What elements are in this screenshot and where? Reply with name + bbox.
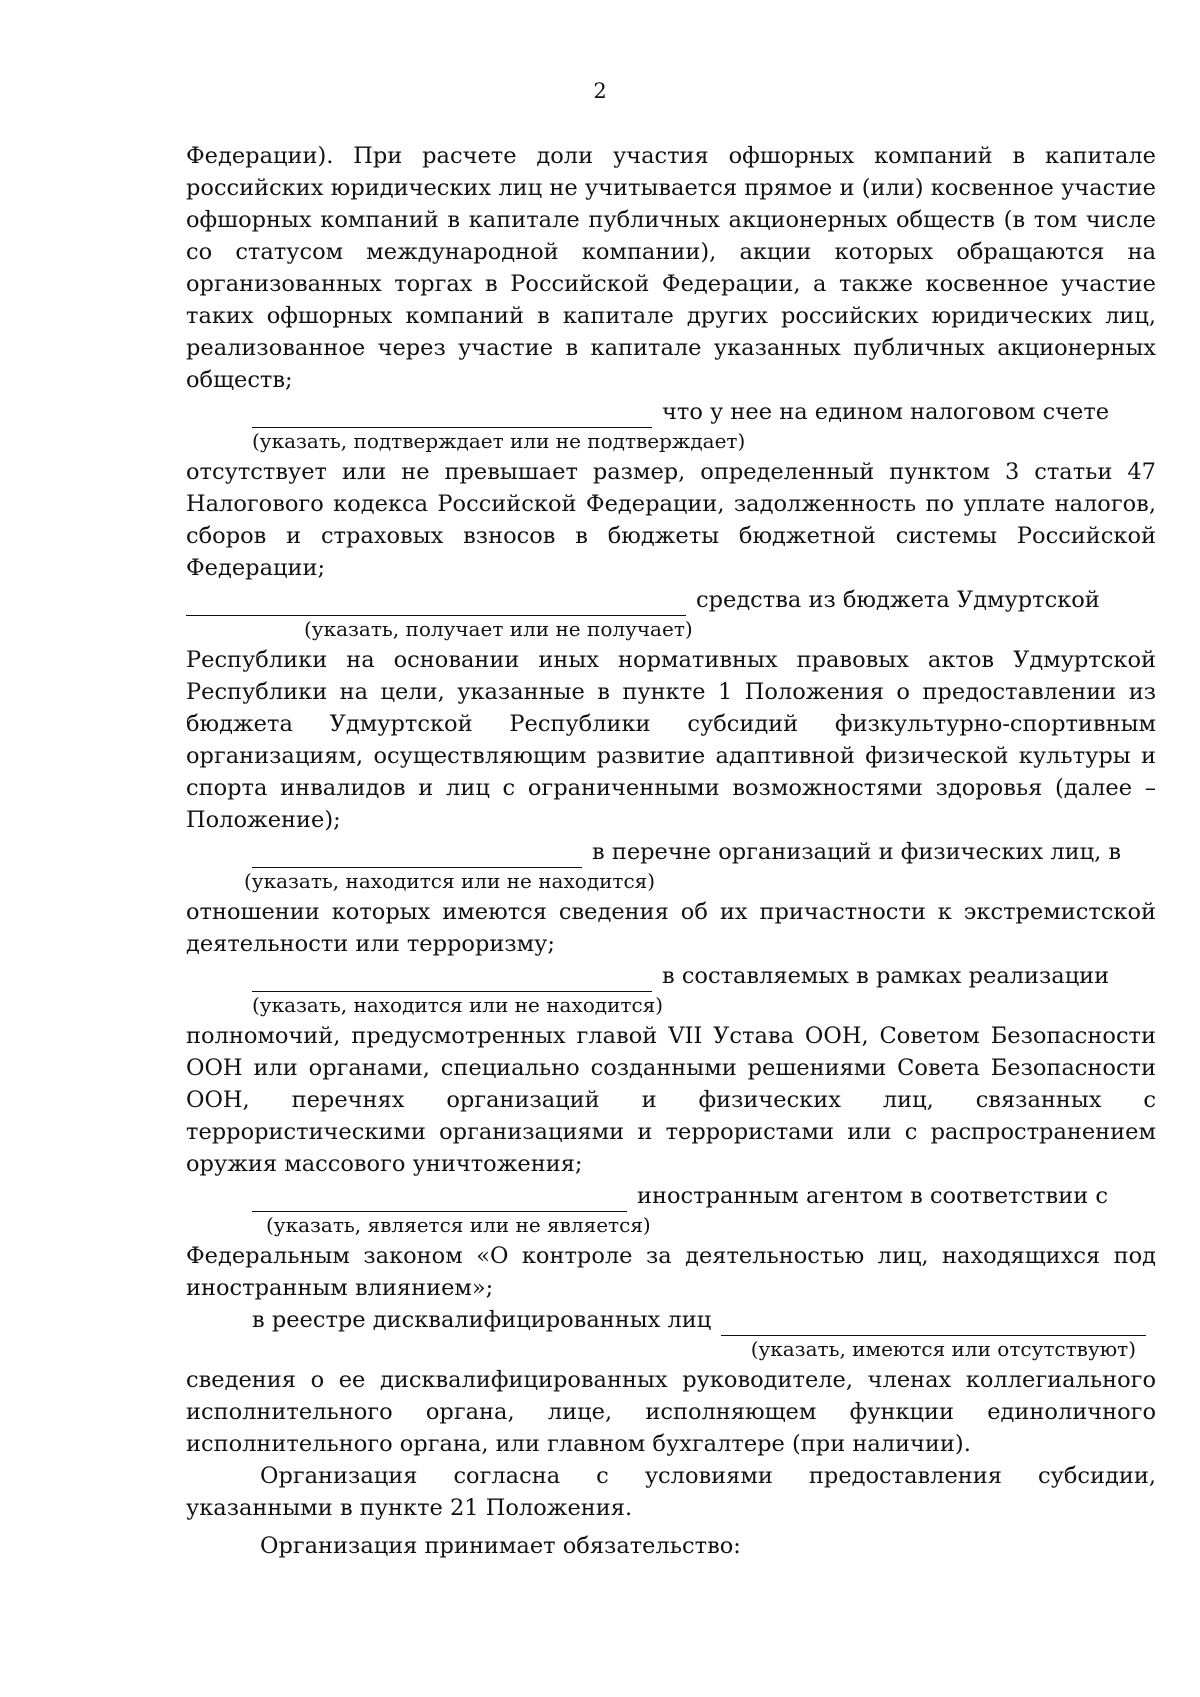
fill-line-text: в перечне организаций и физических лиц, в (592, 839, 1122, 865)
fill-line-text: средства из бюджета Удмуртской (696, 587, 1100, 613)
field-hint: (указать, находится или не находится) (252, 993, 664, 1017)
paragraph-un-security-council: полномочий, предусмотренных главой VII Устава ООН, Советом Безопасности ООН или органами, специально созданными решениями Совета Безопасности ООН, перечнях организаций и физических лиц, связанных с террористическими организациями и террористами или с распространением оружия массового уничтожения; (186, 1023, 1156, 1177)
field-hint: (указать, находится или не находится) (244, 869, 656, 893)
field-hint: (указать, получает или не получает) (304, 617, 693, 641)
fill-line-text: в реестре дисквалифицированных лиц (252, 1307, 712, 1333)
paragraph-offshore: Федерации). При расчете доли участия офшорных компаний в капитале российских юридических лиц не учитывается прямое и (или) косвенное участие офшорных компаний в капитале публичных акционерных обществ (в том числе со статусом международной компании), акции которых обращаются на организованных торгах в Российской Федерации, а также косвенное участие таких офшорных компаний в капитале других российских юридических лиц, реализованное через участие в капитале указанных публичных акционерных обществ; (186, 143, 1156, 393)
paragraph-budget-purpose: Республики на основании иных нормативных правовых актов Удмуртской Республики на цели, указанные в пункте 1 Положения о предоставлении из бюджета Удмуртской Республики субсидий физкультурно-спортивным организациям, осуществляющим развитие адаптивной физической культуры и спорта инвалидов и лиц с ограниченными возможностями здоровья (далее – Положение); (186, 647, 1156, 833)
fill-line-tax-account (186, 396, 1156, 428)
blank-field-foreign-agent[interactable] (252, 1187, 627, 1212)
fill-line-extremism-list (186, 836, 1156, 868)
blank-field-budget[interactable] (186, 591, 686, 616)
paragraph-extremism: отношении которых имеются сведения об их причастности к экстремистской деятельности или терроризму; (186, 899, 1156, 957)
fill-line-foreign-agent (186, 1180, 1156, 1212)
blank-field-extremism-list[interactable] (252, 843, 582, 868)
paragraph-obligation: Организация принимает обязательство: (260, 1533, 741, 1559)
paragraph-subsidy-conditions: Организация согласна с условиями предоставления субсидии, указанными в пункте 21 Положения. (186, 1463, 1156, 1521)
blank-field-un-lists[interactable] (252, 967, 652, 992)
blank-field-disqualified-registry[interactable] (721, 1311, 1146, 1336)
paragraph-disqualified-persons: сведения о ее дисквалифицированных руководителе, членах коллегиального исполнительного органа, лице, исполняющем функции единоличного исполнительного органа, или главном бухгалтере (при наличии). (186, 1367, 1156, 1457)
field-hint: (указать, является или не является) (266, 1213, 651, 1237)
field-hint: (указать, имеются или отсутствуют) (750, 1337, 1136, 1361)
paragraph-tax-debt: отсутствует или не превышает размер, определенный пунктом 3 статьи 47 Налогового кодекса Российской Федерации, задолженность по уплате налогов, сборов и страховых взносов в бюджеты бюджетной системы Российской Федерации; (186, 459, 1156, 581)
fill-line-budget (186, 584, 1156, 616)
fill-line-disqualified-registry (186, 1304, 1156, 1336)
blank-field-tax-account[interactable] (252, 403, 652, 428)
document-body (186, 140, 1156, 1562)
fill-line-un-lists (186, 960, 1156, 992)
fill-line-text: в составляемых в рамках реализации (662, 963, 1110, 989)
field-hint: (указать, подтверждает или не подтверждает) (252, 429, 746, 453)
paragraph-foreign-influence-law: Федеральным законом «О контроле за деятельностью лиц, находящихся под иностранным влиянием»; (186, 1243, 1156, 1301)
page-number: 2 (593, 79, 607, 103)
fill-line-text: что у нее на едином налоговом счете (662, 399, 1110, 425)
fill-line-text: иностранным агентом в соответствии с (637, 1183, 1108, 1209)
